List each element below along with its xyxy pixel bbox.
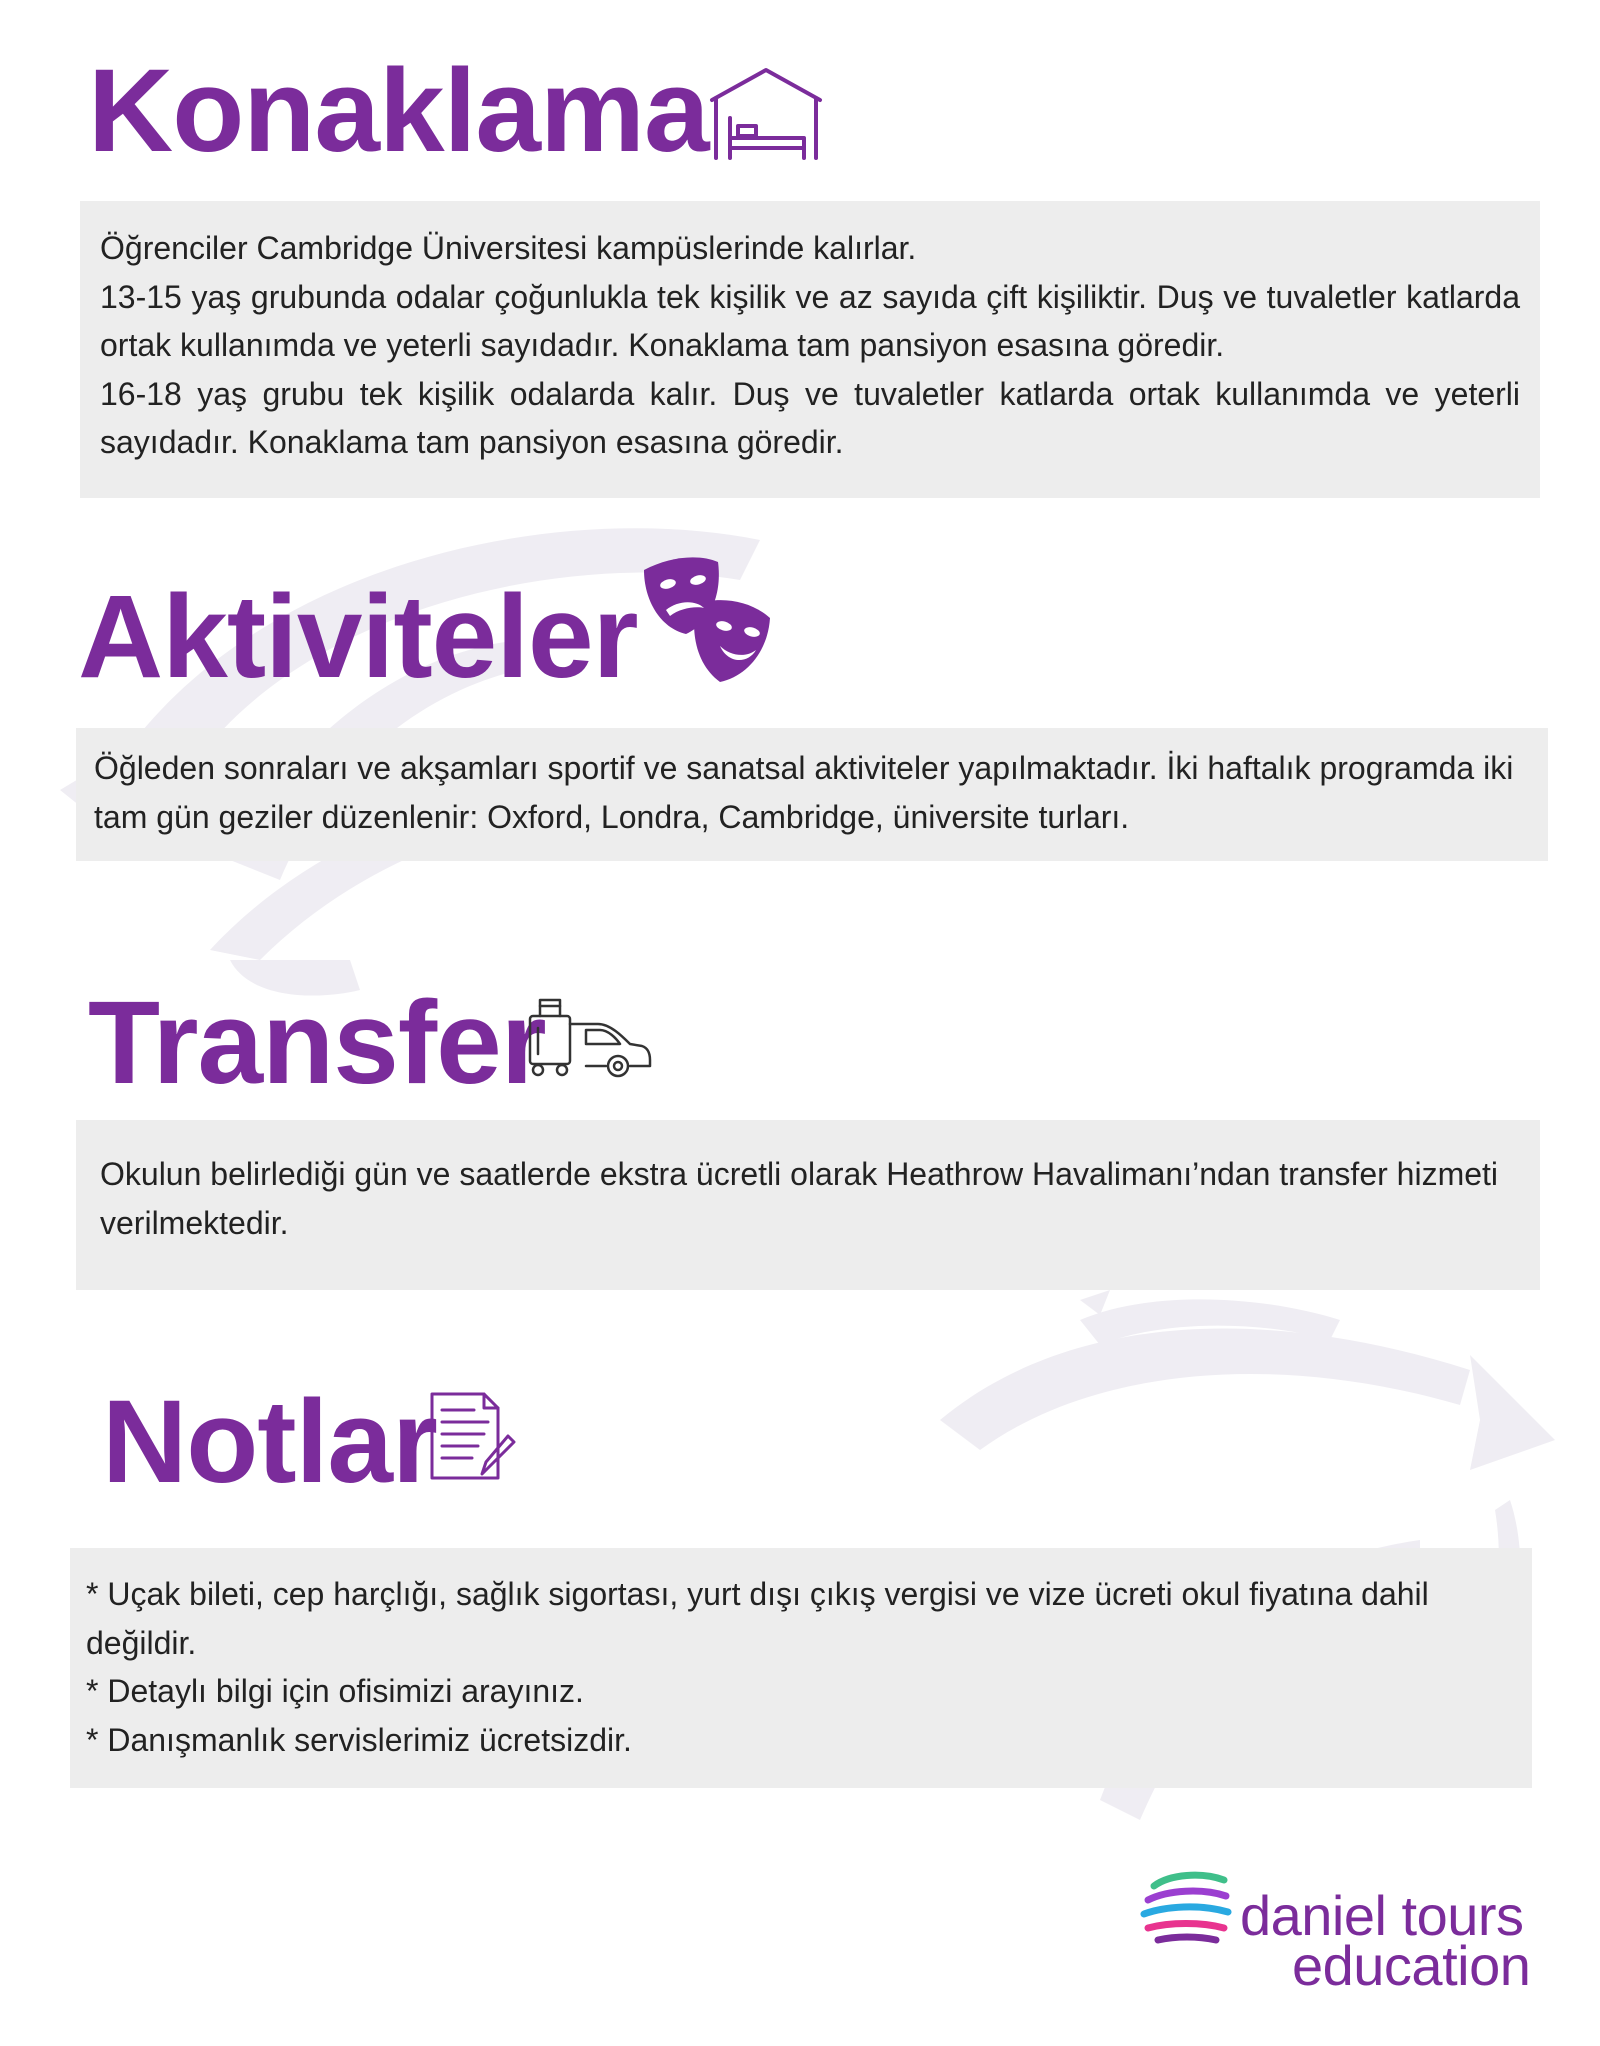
accommodation-info-box xyxy=(80,201,1540,498)
house-bed-icon xyxy=(708,66,824,162)
accommodation-line: 13-15 yaş grubunda odalar çoğunlukla tek kişilik ve az sayıda çift kişiliktir. Duş ve tuvaletler katlarda ortak kullanımda ve yeterli sayıdadır. Konaklama tam pansiyon esasına göredir. xyxy=(100,278,1520,363)
accommodation-line: Öğrenciler Cambridge Üniversitesi kampüslerinde kalırlar. xyxy=(100,230,917,266)
brand-logo-mark xyxy=(1140,1868,1232,1952)
brand-name-line2: education xyxy=(1292,1934,1531,1997)
section-title-accommodation: Konaklama xyxy=(88,45,709,177)
document-pencil-icon xyxy=(428,1390,518,1482)
brand-name-line1: daniel tours xyxy=(1240,1884,1524,1947)
notes-line: * Uçak bileti, cep harçlığı, sağlık sigortası, yurt dışı çıkış vergisi ve vize ücreti okul fiyatına dahil değildir. xyxy=(86,1576,1429,1661)
accommodation-line: 16-18 yaş grubu tek kişilik odalarda kalır. Duş ve tuvaletler katlarda ortak kullanımda ve yeterli sayıdadır. Konaklama tam pansiyon esasına göredir. xyxy=(100,375,1520,460)
notes-line: * Detaylı bilgi için ofisimizi arayınız. xyxy=(86,1673,584,1709)
section-title-notes: Notlar xyxy=(102,1376,437,1508)
activities-text: Öğleden sonraları ve akşamları sportif ve sanatsal aktiviteler yapılmaktadır. İki haftalık programda iki tam gün geziler düzenlenir: Oxford, Londra, Cambridge, üniversite turları. xyxy=(94,750,1514,835)
notes-line: * Danışmanlık servislerimiz ücretsizdir. xyxy=(86,1721,632,1758)
activities-info-box xyxy=(76,728,1548,861)
section-title-transfer: Transfer xyxy=(88,977,546,1109)
section-title-activities: Aktiviteler xyxy=(78,571,638,703)
transfer-info-box xyxy=(76,1120,1540,1290)
notes-info-box xyxy=(70,1548,1532,1788)
transfer-text: Okulun belirlediği gün ve saatlerde ekstra ücretli olarak Heathrow Havalimanı’ndan transfer hizmeti verilmektedir. xyxy=(100,1156,1499,1241)
car-luggage-icon xyxy=(526,994,652,1078)
theater-masks-icon xyxy=(640,552,774,686)
